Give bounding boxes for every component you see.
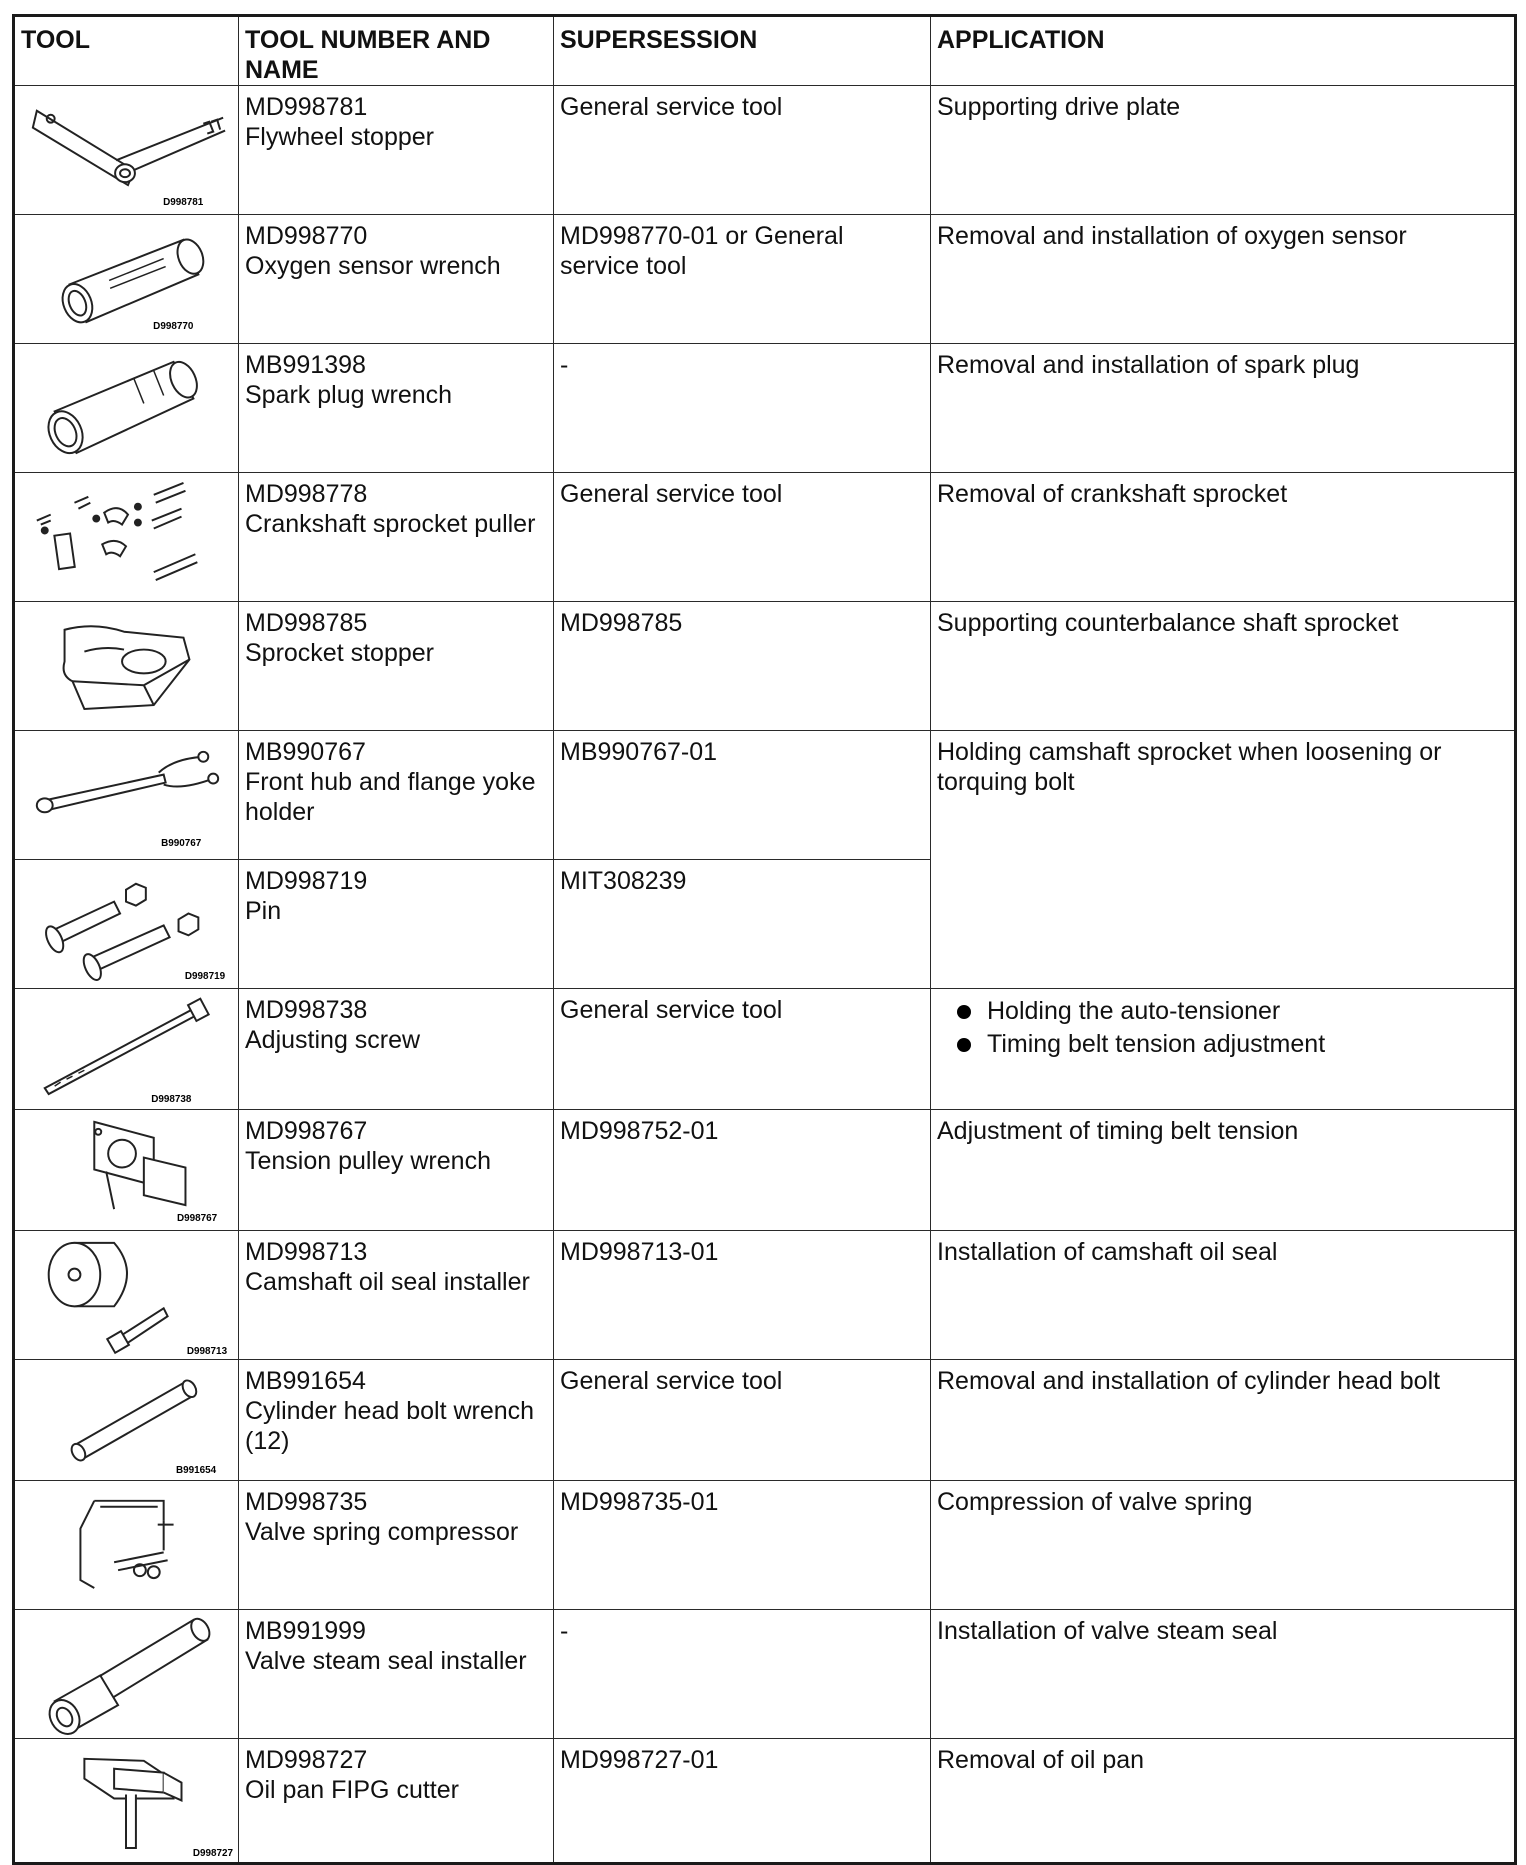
supersession-cell: MD998752-01 [554, 1110, 931, 1231]
tool-number-name-cell [239, 860, 554, 989]
application-cell: Installation of valve steam seal [931, 1610, 1516, 1739]
header-row [14, 16, 1516, 86]
header-tool-number-name: TOOL NUMBER AND NAME [239, 16, 554, 86]
tool-number: MD998713 [245, 1238, 368, 1266]
valve-spring-compressor-icon [15, 1481, 238, 1609]
tool-illustration-cell [14, 1231, 239, 1360]
table-row [14, 1360, 1516, 1481]
tool-number-name-cell [239, 86, 554, 215]
tool-code: D998727 [192, 1847, 234, 1859]
valve-steam-seal-installer-icon [15, 1610, 238, 1738]
tool-number-name-cell [239, 344, 554, 473]
application-item: Timing belt tension adjustment [937, 1028, 1508, 1061]
sprocket-stopper-icon [15, 602, 238, 730]
tool-number: MB991654 [245, 1367, 366, 1395]
table-row [14, 1110, 1516, 1231]
application-cell: Adjustment of timing belt tension [931, 1110, 1516, 1231]
special-tools-table [12, 14, 1517, 1865]
table-row [14, 473, 1516, 602]
table-row [14, 731, 1516, 860]
tool-name: Tension pulley wrench [245, 1147, 491, 1175]
supersession-cell: General service tool [554, 1360, 931, 1481]
tool-number-name-cell [239, 473, 554, 602]
table-row [14, 1231, 1516, 1360]
tool-number: MD998770 [245, 222, 368, 250]
tool-name: Valve steam seal installer [245, 1647, 527, 1675]
supersession-cell: - [554, 344, 931, 473]
tool-number: MB991999 [245, 1617, 366, 1645]
tool-code: D998770 [153, 320, 194, 332]
table-row [14, 344, 1516, 473]
table-row [14, 1610, 1516, 1739]
tool-code: D998781 [163, 196, 204, 208]
supersession-cell: General service tool [554, 86, 931, 215]
application-cell: Removal and installation of oxygen sensor [931, 215, 1516, 344]
tool-name: Pin [245, 897, 282, 925]
application-cell: Supporting drive plate [931, 86, 1516, 215]
camshaft-oil-seal-installer-icon [15, 1231, 238, 1359]
supersession-cell: MD998713-01 [554, 1231, 931, 1360]
tool-number-name-cell [239, 1610, 554, 1739]
tool-name: Adjusting screw [245, 1026, 421, 1054]
application-cell: Holding camshaft sprocket when loosening or torquing bolt [931, 731, 1516, 989]
tool-illustration-cell [14, 1110, 239, 1231]
tool-code: D998719 [184, 970, 226, 982]
tool-number-name-cell [239, 1231, 554, 1360]
tool-illustration-cell [14, 1610, 239, 1739]
tool-number: MB991398 [245, 351, 366, 379]
tool-illustration-cell [14, 602, 239, 731]
tool-name: Crankshaft sprocket puller [245, 510, 536, 538]
flywheel-stopper-icon [15, 86, 238, 214]
tool-illustration-cell [14, 215, 239, 344]
tool-number: MD998778 [245, 480, 368, 508]
tool-illustration-cell [14, 344, 239, 473]
tool-number-name-cell [239, 1481, 554, 1610]
pin-icon [15, 860, 238, 988]
tool-illustration-cell [14, 1739, 239, 1864]
tool-number: MD998767 [245, 1117, 368, 1145]
application-cell: Removal of oil pan [931, 1739, 1516, 1864]
application-cell: Supporting counterbalance shaft sprocket [931, 602, 1516, 731]
supersession-cell: MIT308239 [554, 860, 931, 989]
tool-name: Oil pan FIPG cutter [245, 1776, 459, 1804]
tool-name: Flywheel stopper [245, 123, 434, 151]
tool-number-name-cell [239, 1360, 554, 1481]
tool-number: MD998735 [245, 1488, 368, 1516]
tool-code: B990767 [161, 837, 202, 849]
application-item: Holding the auto-tensioner [937, 995, 1508, 1028]
tool-code: D998713 [186, 1345, 228, 1357]
tool-number: MD998781 [245, 93, 368, 121]
application-cell [931, 989, 1516, 1110]
tool-illustration-cell [14, 860, 239, 989]
tool-code: D998738 [151, 1093, 192, 1105]
tool-number-name-cell [239, 1739, 554, 1864]
header-supersession: SUPERSESSION [554, 16, 931, 86]
oil-pan-fipg-cutter-icon [15, 1739, 238, 1862]
tool-number-name-cell [239, 215, 554, 344]
supersession-cell: MB990767-01 [554, 731, 931, 860]
tool-illustration-cell [14, 86, 239, 215]
tool-name: Oxygen sensor wrench [245, 252, 501, 280]
table-row [14, 1481, 1516, 1610]
tool-name: Spark plug wrench [245, 381, 453, 409]
tool-illustration-cell [14, 1481, 239, 1610]
application-cell: Removal of crankshaft sprocket [931, 473, 1516, 602]
tool-number-name-cell [239, 602, 554, 731]
header-application: APPLICATION [931, 16, 1516, 86]
tool-number: MD998738 [245, 996, 368, 1024]
tool-number: MD998719 [245, 867, 368, 895]
table-row [14, 86, 1516, 215]
tension-pulley-wrench-icon [15, 1110, 238, 1230]
tool-number: MD998727 [245, 1746, 368, 1774]
adjusting-screw-icon [15, 989, 238, 1109]
application-cell: Removal and installation of cylinder head bolt [931, 1360, 1516, 1481]
supersession-cell: - [554, 1610, 931, 1739]
cylinder-head-bolt-wrench-icon [15, 1360, 238, 1480]
table-row [14, 602, 1516, 731]
tool-number-name-cell [239, 731, 554, 860]
supersession-cell: MD998727-01 [554, 1739, 931, 1864]
tool-number: MD998785 [245, 609, 368, 637]
application-cell: Compression of valve spring [931, 1481, 1516, 1610]
supersession-cell: MD998770-01 or General service tool [554, 215, 931, 344]
tool-illustration-cell [14, 989, 239, 1110]
flange-yoke-holder-icon [15, 731, 238, 859]
tool-name: Cylinder head bolt wrench (12) [245, 1397, 535, 1455]
tool-name: Camshaft oil seal installer [245, 1268, 530, 1296]
application-cell: Removal and installation of spark plug [931, 344, 1516, 473]
tool-name: Valve spring compressor [245, 1518, 519, 1546]
tool-illustration-cell [14, 1360, 239, 1481]
tool-name: Sprocket stopper [245, 639, 434, 667]
supersession-cell: General service tool [554, 473, 931, 602]
crankshaft-sprocket-puller-icon [15, 473, 238, 601]
tool-code: D998767 [176, 1213, 218, 1225]
supersession-cell: General service tool [554, 989, 931, 1110]
oxygen-sensor-wrench-icon [15, 215, 238, 343]
table-row [14, 1739, 1516, 1864]
tool-code: B991654 [175, 1464, 217, 1476]
tool-number: MB990767 [245, 738, 366, 766]
supersession-cell: MD998735-01 [554, 1481, 931, 1610]
application-cell: Installation of camshaft oil seal [931, 1231, 1516, 1360]
supersession-cell: MD998785 [554, 602, 931, 731]
tool-illustration-cell [14, 473, 239, 602]
tool-number-name-cell [239, 989, 554, 1110]
spark-plug-wrench-icon [15, 344, 238, 472]
tool-name: Front hub and flange yoke holder [245, 768, 536, 826]
tool-illustration-cell [14, 731, 239, 860]
tool-number-name-cell [239, 1110, 554, 1231]
header-tool: TOOL [14, 16, 239, 86]
table-row [14, 989, 1516, 1110]
application-list [937, 995, 1508, 1061]
table-row [14, 215, 1516, 344]
